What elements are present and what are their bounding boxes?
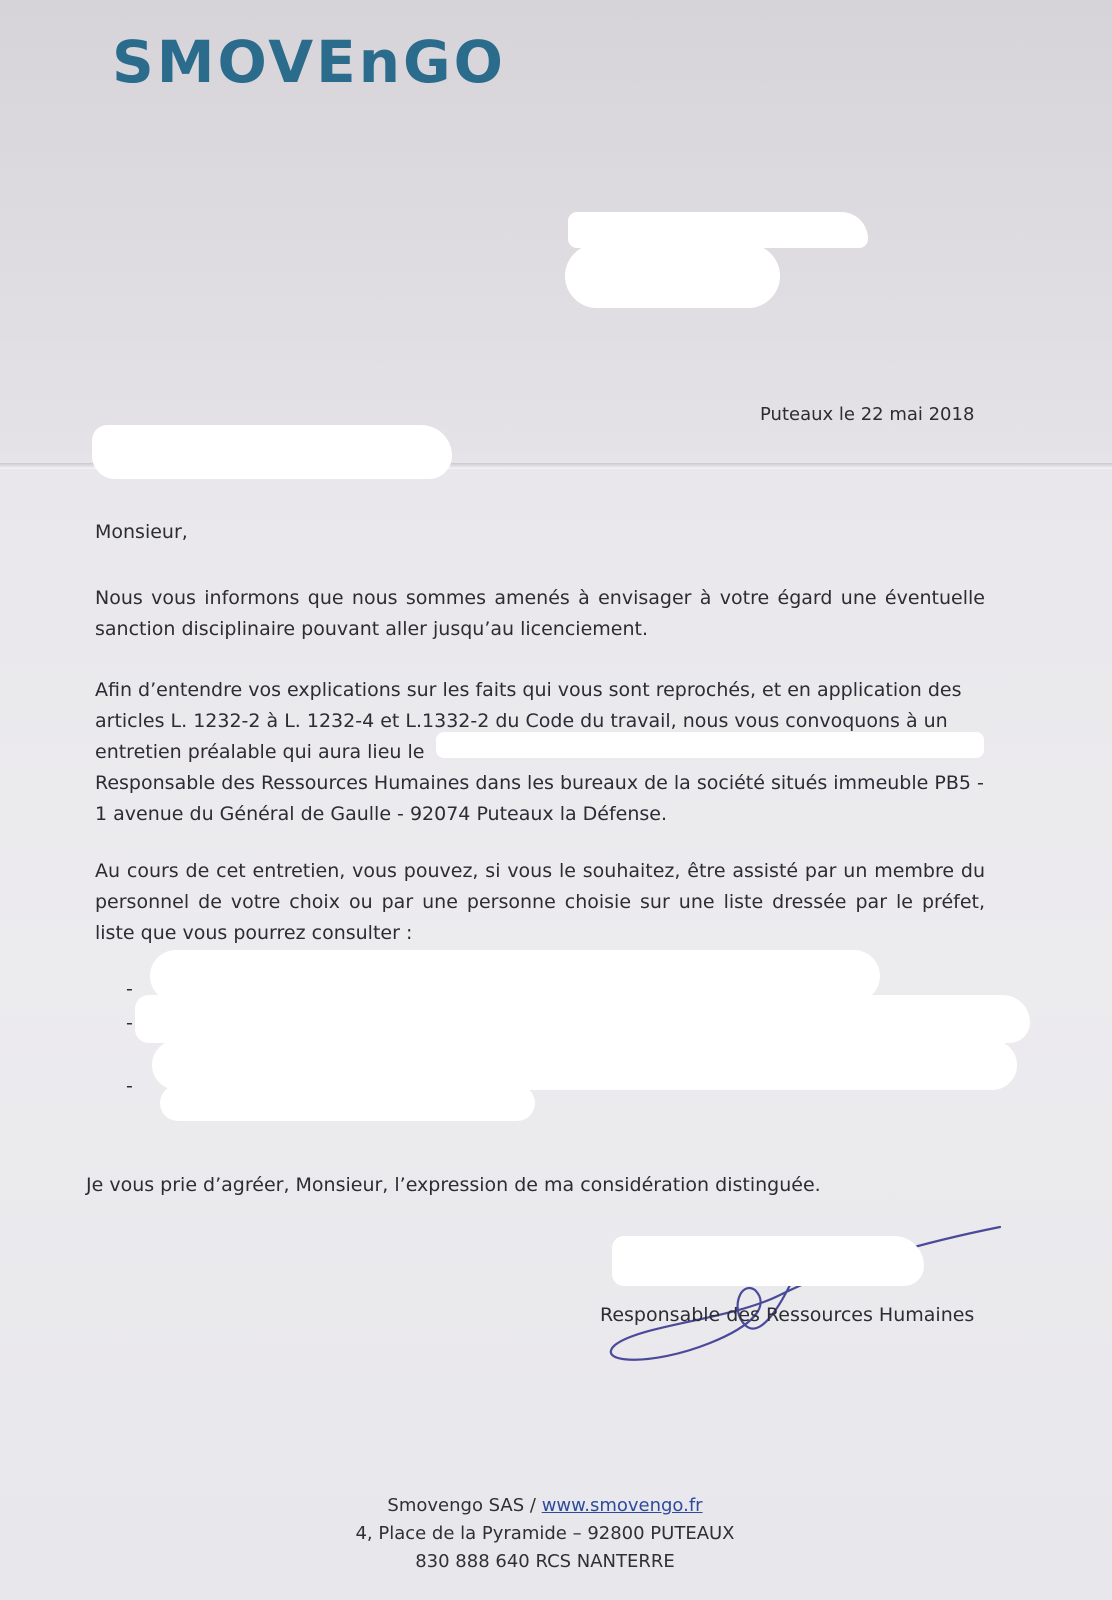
salutation: Monsieur, xyxy=(95,521,188,543)
redaction-recipient-address xyxy=(565,244,780,308)
paragraph-line: entretien préalable qui aura lieu le xyxy=(95,741,425,763)
paragraph-sanction: Nous vous informons que nous sommes amenés à envisager à votre égard une éventuelle sanction disciplinaire pouvant aller jusqu’au licenciement. xyxy=(95,587,985,640)
paragraph-line: articles L. 1232-2 à L. 1232-4 et L.1332-2 du Code du travail, nous vous convoquons à un xyxy=(95,710,948,732)
footer-registration: 830 888 640 RCS NANTERRE xyxy=(415,1551,675,1572)
letter-footer xyxy=(300,1492,790,1576)
redaction-list-entry xyxy=(152,1040,1017,1090)
company-logo: SMOVEnGO xyxy=(112,28,506,96)
redaction-list-entry xyxy=(160,1085,535,1121)
redaction-meeting-details xyxy=(436,732,984,758)
paragraph-assistance: Au cours de cet entretien, vous pouvez, si vous le souhaitez, être assisté par un membre du personnel de votre choix ou par une personne choisie sur une liste dressée par le préfet, liste que vous pourrez consulter : xyxy=(95,860,985,944)
paragraph-line: Responsable des Ressources Humaines dans les bureaux de la société situés immeuble PB5 - xyxy=(95,772,984,794)
list-bullet: - xyxy=(126,1075,133,1097)
footer-company: Smovengo SAS / xyxy=(387,1495,536,1516)
signatory-title: Responsable des Ressources Humaines xyxy=(600,1304,975,1326)
list-bullet: - xyxy=(126,978,133,1000)
closing-formula: Je vous prie d’agréer, Monsieur, l’expression de ma considération distinguée. xyxy=(86,1174,821,1196)
redaction-list-entry xyxy=(135,995,1030,1043)
letter-date: Puteaux le 22 mai 2018 xyxy=(760,404,975,425)
paragraph-line: Afin d’entendre vos explications sur les faits qui vous sont reprochés, et en application des xyxy=(95,679,962,701)
redaction-recipient-address xyxy=(568,212,868,248)
footer-company-line xyxy=(300,1492,790,1520)
footer-website-link[interactable]: www.smovengo.fr xyxy=(541,1495,703,1516)
footer-address: 4, Place de la Pyramide – 92800 PUTEAUX xyxy=(355,1523,735,1544)
redaction-signatory-name xyxy=(612,1236,924,1286)
list-bullet: - xyxy=(126,1012,133,1034)
redaction-recipient-name xyxy=(92,425,452,479)
paragraph-line: 1 avenue du Général de Gaulle - 92074 Puteaux la Défense. xyxy=(95,803,668,825)
